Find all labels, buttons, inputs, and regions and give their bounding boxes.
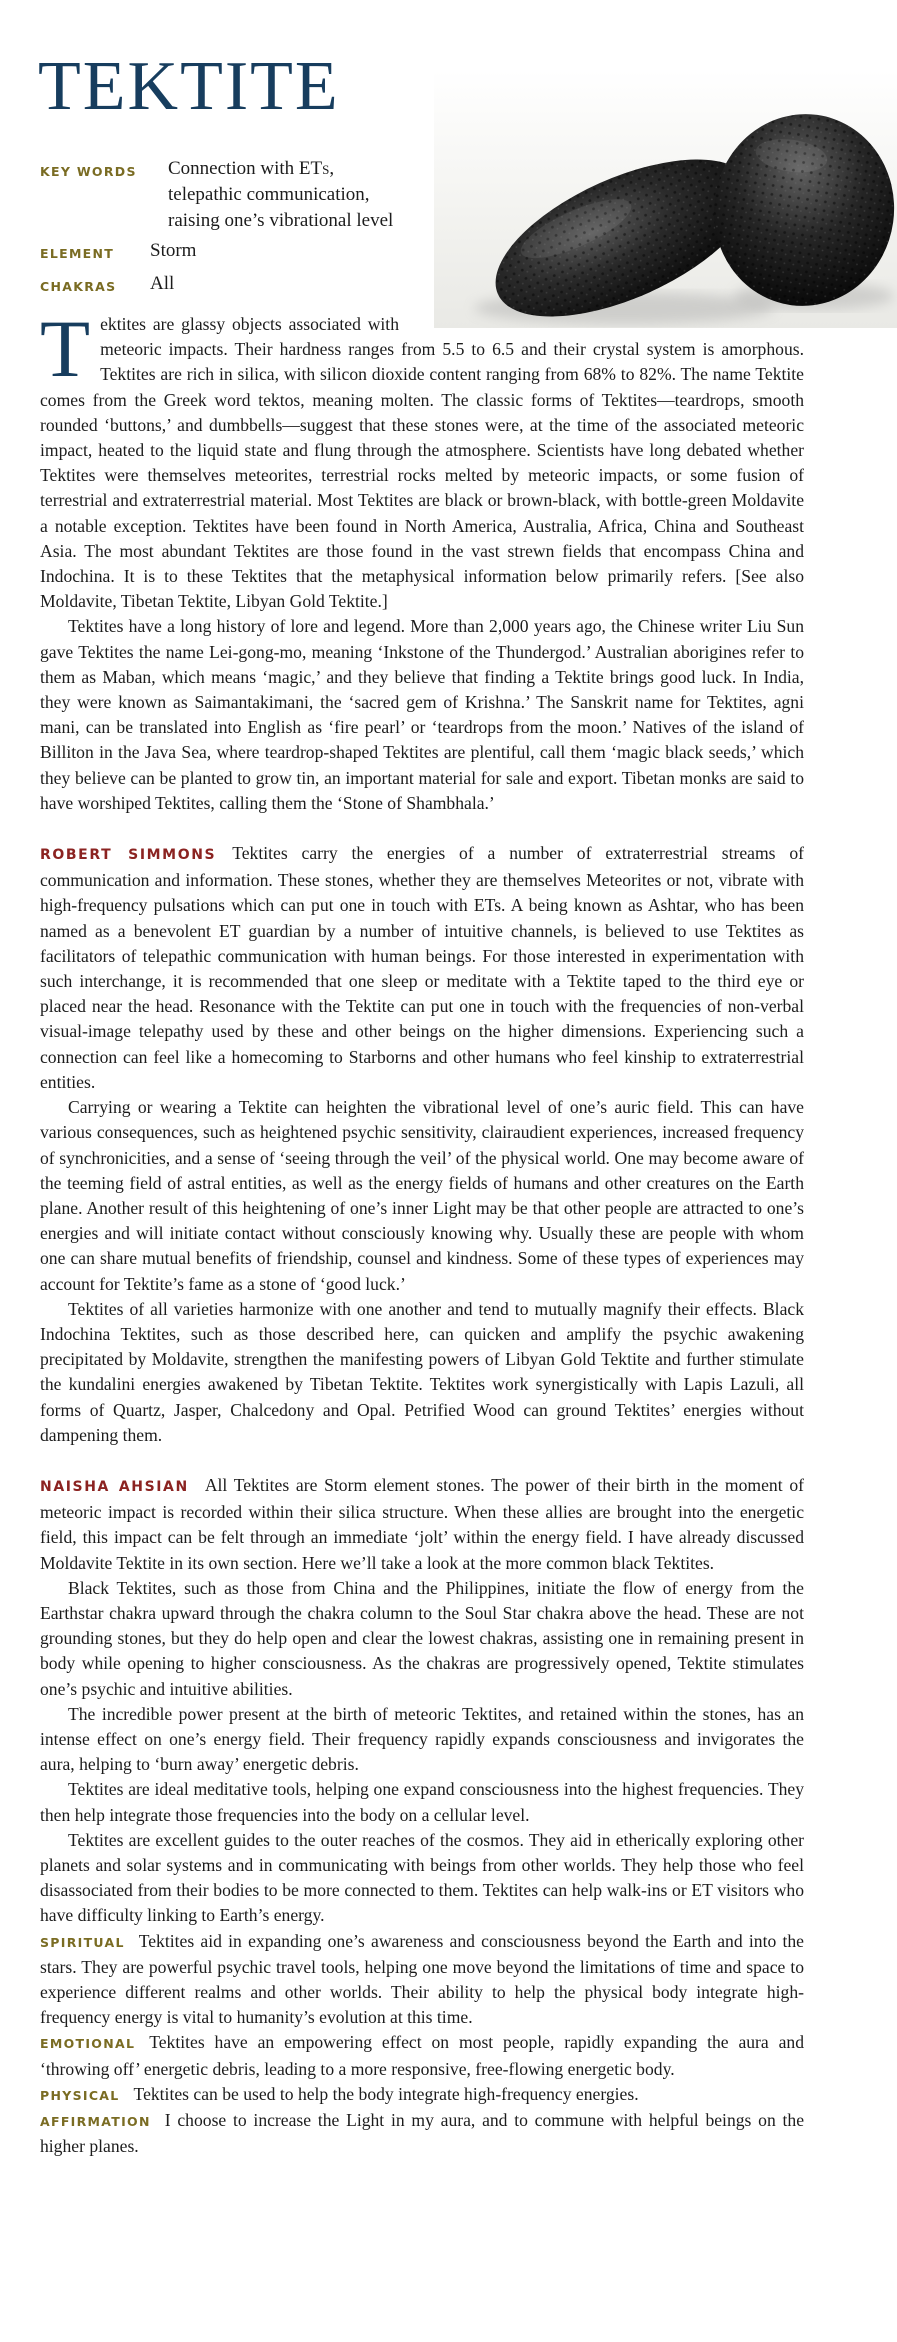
element-value: Storm <box>150 240 197 261</box>
key-words-value <box>168 156 400 234</box>
ahsian-paragraph-1 <box>40 1473 804 1576</box>
intro-paragraph-2: Tektites have a long history of lore and legend. More than 2,000 years ago, the Chinese writer Liu Sun gave Tektites the name Lei-gong-mo, meaning ‘Inkstone of the Thundergod.’ Australian aborigines refer to them as Maban, which means ‘magic,’ and they believe that finding a Tektite brings good luck. In India, they were known as Saimantakimani, the ‘sacred gem of Krishna.’ The Sanskrit name for Tektites, agni mani, can be translated into English as ‘fire pearl’ or ‘teardrops from the moon.’ Natives of the island of Billiton in the Java Sea, where teardrop-shaped Tektites are plentiful, call them ‘magic black seeds,’ which they believe can be planted to grow tin, an important material for sale and export. Tibetan monks are said to have worshiped Tektites, calling them the ‘Stone of Shambhala.’ <box>40 616 804 813</box>
spiritual-text: Tektites aid in expanding one’s awareness and consciousness beyond the Earth and into the stars. They are powerful psychic travel tools, helping one move beyond the limitations of time and space to experience different realms and other worlds. Their ability to help the physical body integrate high-frequency energy is vital to humanity’s evolution at this time. <box>40 1930 804 2028</box>
spiritual-paragraph <box>40 1929 804 2031</box>
spiritual-label: SPIRITUAL <box>40 1934 125 1950</box>
ahsian-text-1: All Tektites are Storm element stones. The power of their birth in the moment of meteoric impact is recorded within their silica structure. When these allies are brought into the energetic field, this impact can be felt through an immediate ‘jolt’ within the energy field. I have already discussed Moldavite Tektite in its own section. Here we’ll take a look at the more common black Tektites. <box>40 1474 804 1573</box>
tektite-stones-icon <box>434 70 897 328</box>
element-label: ELEMENT <box>40 246 115 261</box>
physical-label: PHYSICAL <box>40 2087 120 2103</box>
stone-attributes <box>40 156 400 304</box>
ahsian-paragraph-2: Black Tektites, such as those from China and the Philippines, initiate the flow of energy from the Earthstar chakra upward through the chakra column to the Soul Star chakra above the head. These are not grounding stones, but they do help open and clear the lowest chakras, assisting one in remaining present in body while opening to higher consciousness. As the chakras are progressively opened, Tektite stimulates one’s psychic and intuitive abilities. <box>40 1577 804 1699</box>
key-words-prefix: Connection with <box>168 158 299 179</box>
intro-text-1: ektites are glassy objects associated with meteoric impacts. Their hardness ranges from 5.5 to 6.5 and their crystal system is amorphous. Tektites are rich in silica, with silicon dioxide content ranging from 68% to 82%. The name Tektite comes from the Greek word tektos, meaning molten. The classic forms of Tektites—teardrops, smooth rounded ‘buttons,’ and dumbbells—suggest that these stones were, at the time of the associated meteoric impact, heated to the liquid state and flung through the atmosphere. Scientists have long debated whether Tektites were themselves meteorites, terrestrial rocks melted by meteoric impacts, or some fusion of terrestrial and extraterrestrial material. Most Tektites are black or brown-black, with bottle-green Moldavite a notable exception. Tektites have been found in North America, Australia, Africa, China and Southeast Asia. The most abundant Tektites are those found in the vast strewn fields that encompass China and Indochina. It is to these Tektites that the metaphysical information below primarily refers. [See also Moldavite, Tibetan Tektite, Libyan Gold Tektite.] <box>40 314 804 612</box>
emotional-paragraph <box>40 2030 804 2081</box>
chakras-row <box>40 271 400 300</box>
article-body <box>40 303 804 2159</box>
page-title: TEKTITE <box>38 48 340 125</box>
affirmation-paragraph <box>40 2108 804 2159</box>
simmons-paragraph-2: Carrying or wearing a Tektite can heighten the vibrational level of one’s auric field. This can have various consequences, such as heightened psychic sensitivity, clairaudient experiences, increased frequency of synchronicities, and a sense of ‘seeing through the veil’ of the physical world. One may become aware of the teeming field of astral entities, as well as the energy fields of humans and other creatures on the Earth plane. Another result of this heightening of one’s inner Light may be that other people are attracted to one’s energies and will initiate contact without consciously knowing why. Usually these are people with whom one can share mutual benefits of friendship, counsel and kindness. Some of these types of experiences may account for Tektite’s fame as a stone of ‘good luck.’ <box>40 1097 804 1294</box>
key-words-et: ETs <box>298 158 330 179</box>
chakras-label: CHAKRAS <box>40 279 117 294</box>
affirmation-text: I choose to increase the Light in my aura, and to commune with helpful beings on the higher planes. <box>40 2110 804 2157</box>
ahsian-paragraph-5: Tektites are excellent guides to the outer reaches of the cosmos. They aid in etherically exploring other planets and solar systems and in communicating with beings from other worlds. They help those who feel disassociated from their bodies to be more connected to them. Tektites can help walk-ins or ET visitors who have difficulty linking to Earth’s energy. <box>40 1829 804 1926</box>
key-words-rest: , telepathic communication, raising one’s vibrational level <box>168 158 394 231</box>
tektite-photo <box>434 70 897 328</box>
author-naisha-ahsian: NAISHA AHSIAN <box>40 1478 189 1495</box>
simmons-paragraph-1 <box>40 841 804 1095</box>
key-words-label: KEY WORDS <box>40 164 137 179</box>
simmons-paragraph-3: Tektites of all varieties harmonize with one another and tend to mutually magnify their effects. Black Indochina Tektites, such as those described here, can quicken and amplify the psychic awakening precipitated by Moldavite, strengthen the manifesting powers of Libyan Gold Tektite and further stimulate the kundalini energies awakened by Tibetan Tektite. Tektites work synergistically with Lapis Lazuli, all forms of Quartz, Jasper, Chalcedony and Opal. Petrified Wood can ground Tektites’ energies without dampening them. <box>40 1298 804 1445</box>
physical-paragraph <box>40 2082 804 2108</box>
intro-paragraph-1 <box>40 303 804 614</box>
author-robert-simmons: ROBERT SIMMONS <box>40 847 217 864</box>
chakras-value: All <box>150 273 175 294</box>
ahsian-paragraph-4: Tektites are ideal meditative tools, helping one expand consciousness into the highest frequencies. They then help integrate those frequencies into the body on a cellular level. <box>40 1779 804 1825</box>
physical-text: Tektites can be used to help the body integrate high-frequency energies. <box>133 2083 639 2104</box>
key-words-row <box>40 156 400 234</box>
element-row <box>40 238 400 267</box>
simmons-text-1: Tektites carry the energies of a number of extraterrestrial streams of communication and information. These stones, whether they are themselves Meteorites or not, vibrate with high-frequency pulsations which can put one in touch with ETs. A being known as Ashtar, who has been named as a benevolent ET guardian by a number of intuitive channels, is believed to use Tektites as facilitators of telepathic communication with human beings. For those interested in experimentation with such interchange, it is recommended that one sleep or meditate with a Tektite taped to the third eye or placed near the head. Resonance with the Tektite can put one in touch with the frequencies of non-verbal visual-image telepathy used by these and other beings on the higher dimensions. Experiencing such a connection can feel like a homecoming to Starborns and other humans who feel kinship to extraterrestrial entities. <box>40 843 804 1092</box>
emotional-label: EMOTIONAL <box>40 2036 136 2052</box>
image-wrap-spacer-2 <box>399 312 804 328</box>
affirmation-label: AFFIRMATION <box>40 2114 151 2130</box>
ahsian-paragraph-3: The incredible power present at the birth of meteoric Tektites, and retained within the stones, has an intense effect on one’s energy field. Their frequency rapidly expands consciousness and invigorates the aura, helping to ‘burn away’ energetic debris. <box>40 1703 804 1775</box>
emotional-text: Tektites have an empowering effect on most people, rapidly expanding the aura and ‘throwing off’ energetic debris, leading to a more responsive, free-flowing energetic body. <box>40 2032 804 2079</box>
drop-cap: T <box>40 303 91 394</box>
